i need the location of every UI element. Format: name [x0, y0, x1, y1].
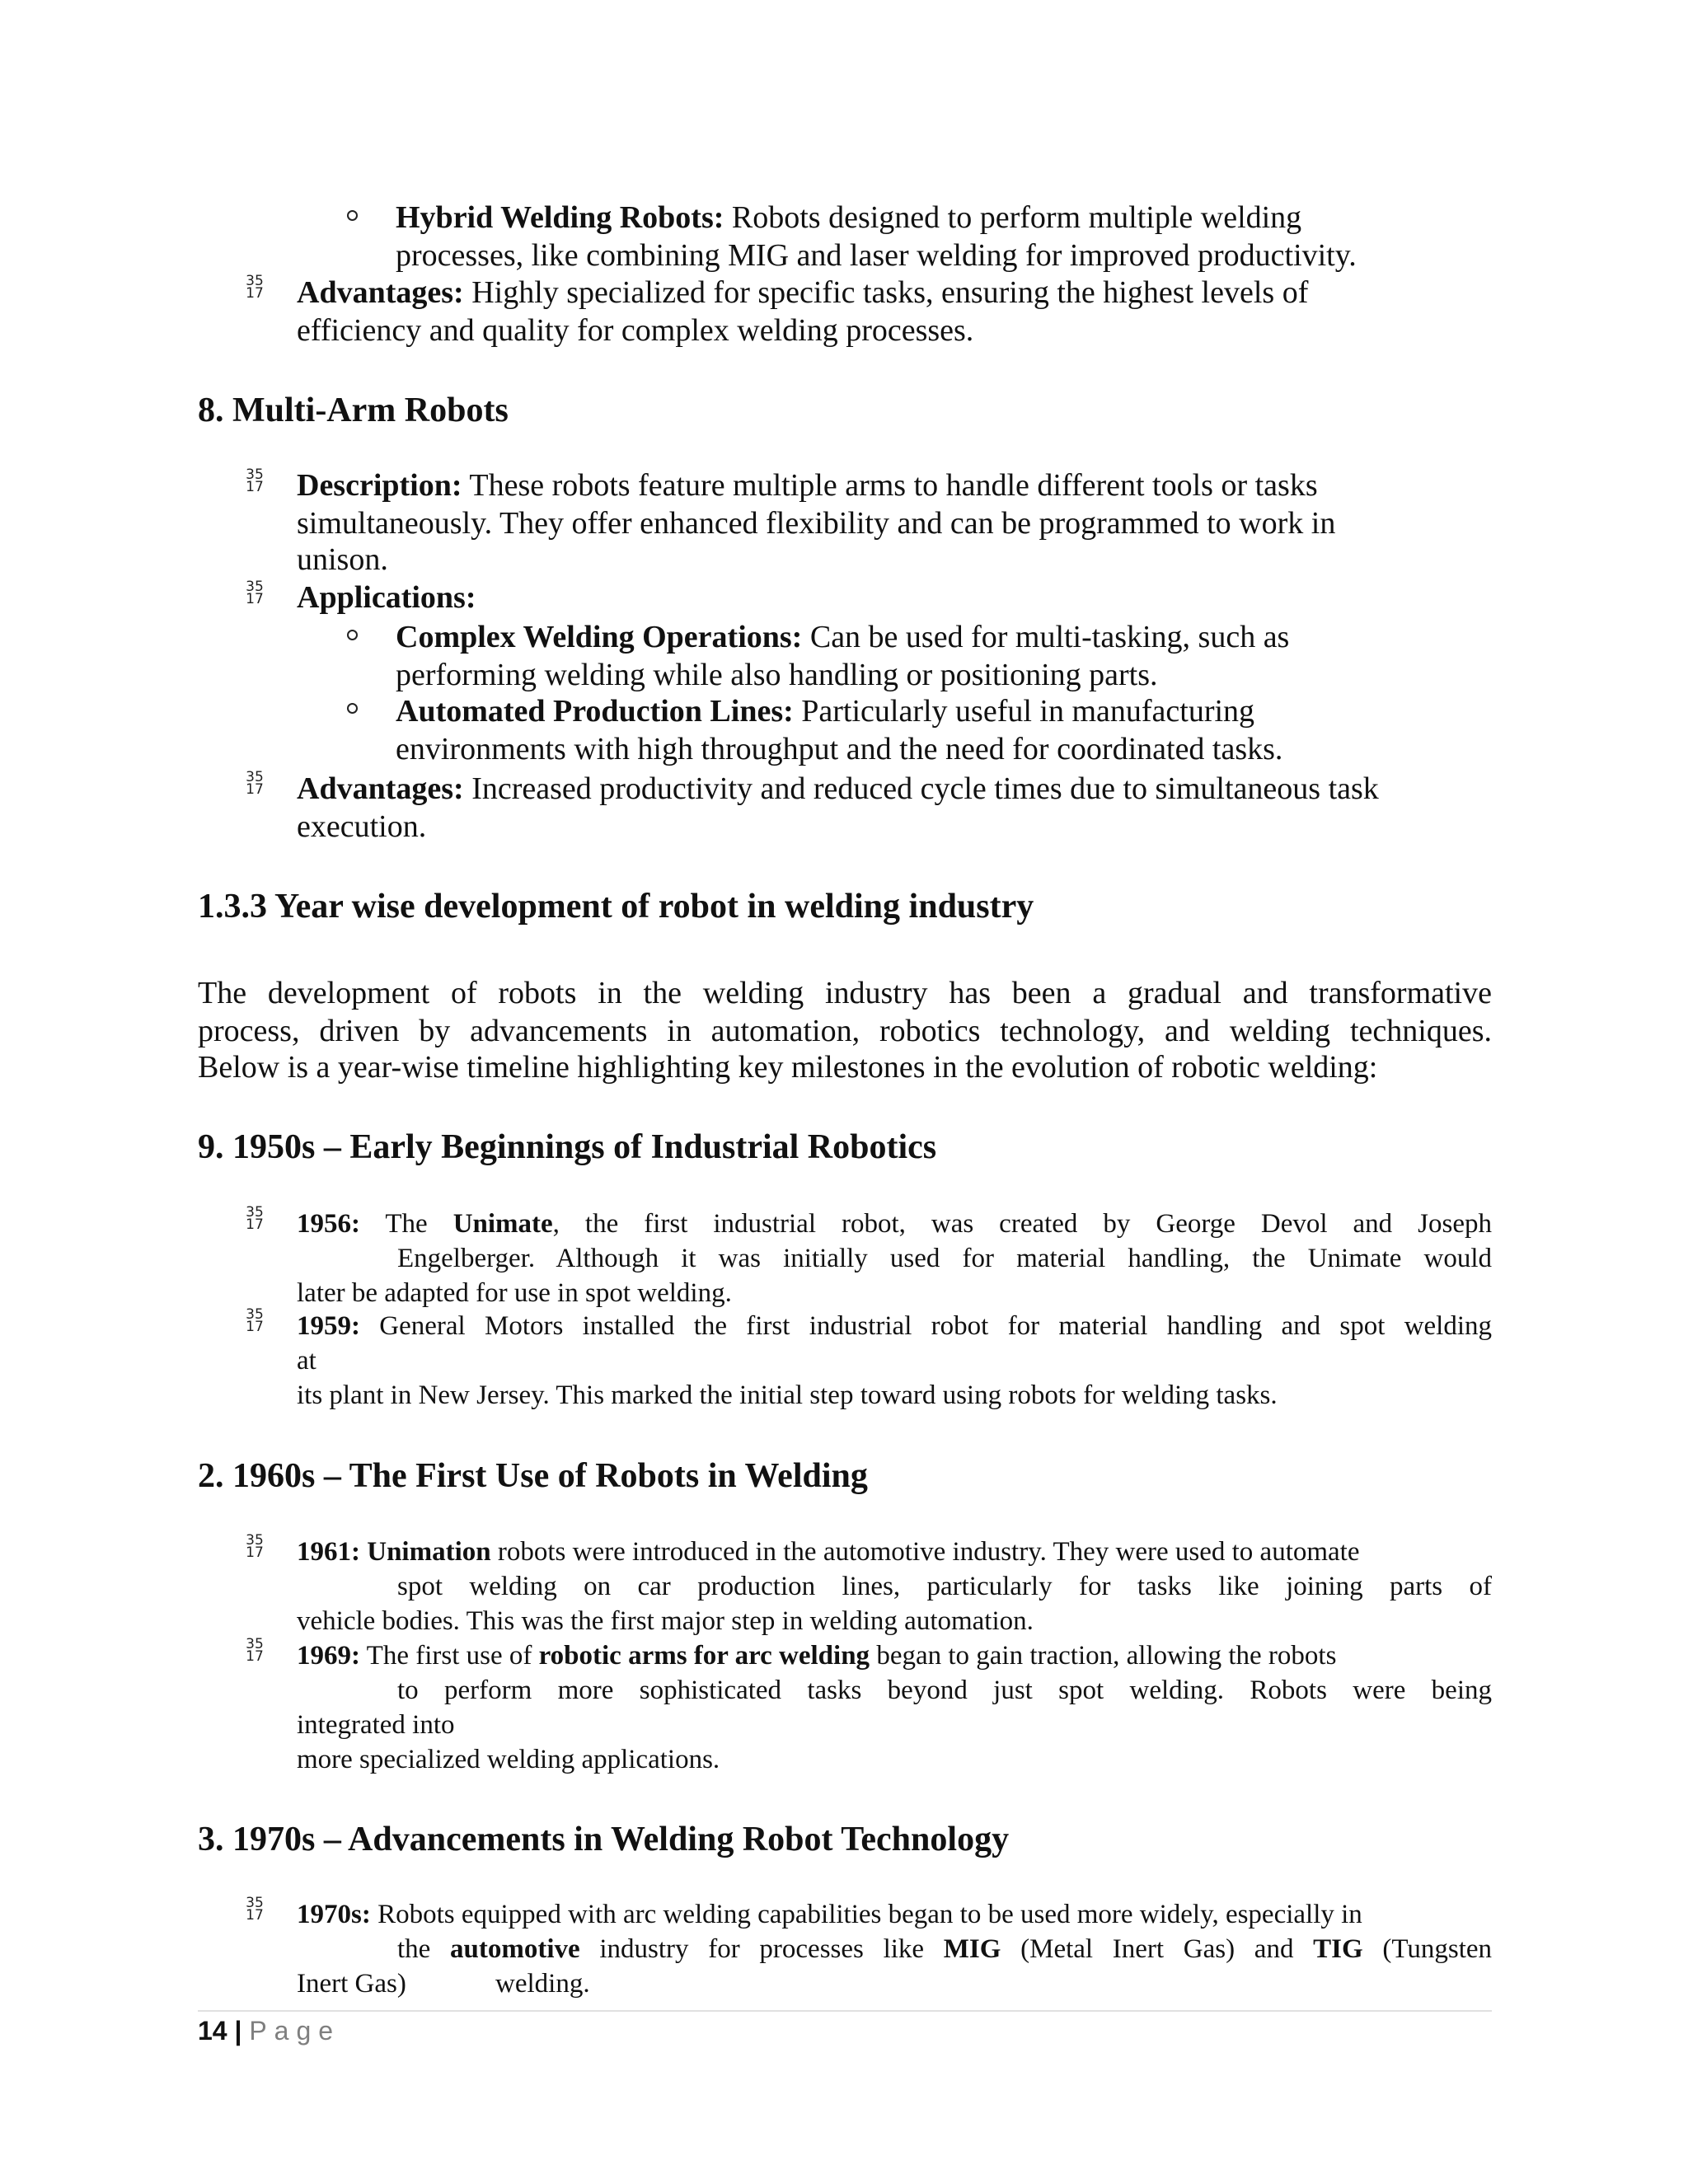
bullet-icon: 35 17: [246, 579, 264, 607]
page-number: 14: [198, 2016, 227, 2046]
y1961-line-1: 1961: Unimation robots were introduced in the automotive industry. They were used to automate: [297, 1537, 1360, 1567]
bullet-icon: 35 17: [246, 1532, 264, 1561]
y1961-line-2: spot welding on car production lines, particularly for tasks like joining parts of: [397, 1572, 1492, 1601]
bullet-icon: 35 17: [246, 1895, 264, 1924]
y1959-line-3: its plant in New Jersey. This marked the initial step toward using robots for welding tasks.: [297, 1380, 1278, 1410]
hybrid-line-2: processes, like combining MIG and laser welding for improved productivity.: [396, 238, 1357, 273]
section-3-heading: 3. 1970s – Advancements in Welding Robot Technology: [198, 1821, 1010, 1858]
advantages-7-line-2: efficiency and quality for complex welding processes.: [297, 313, 974, 348]
description-line-3: unison.: [297, 542, 388, 577]
y1970-line-3b: welding.: [495, 1969, 590, 1999]
circle-bullet-icon: [347, 630, 358, 640]
bullet-icon: 35 17: [246, 769, 264, 798]
applications-label: Applications:: [297, 580, 476, 615]
section-133-heading: 1.3.3 Year wise development of robot in welding industry: [198, 888, 1034, 926]
app-1-line-2: performing welding while also handling or positioning parts.: [396, 658, 1158, 692]
advantages-8-line-2: execution.: [297, 809, 427, 844]
y1969-line-4: more specialized welding applications.: [297, 1745, 720, 1774]
y1956-line-3: later be adapted for use in spot welding.: [297, 1278, 732, 1308]
y1969-line-3: integrated into: [297, 1710, 455, 1740]
hybrid-line-1: Hybrid Welding Robots: Robots designed to perform multiple welding: [396, 200, 1302, 235]
y1961-line-3: vehicle bodies. This was the first major step in welding automation.: [297, 1606, 1034, 1636]
intro-paragraph-line-3: Below is a year-wise timeline highlighting key milestones in the evolution of robotic welding:: [198, 1050, 1378, 1085]
bullet-icon: 35 17: [246, 1204, 264, 1233]
app-1-line-1: Complex Welding Operations: Can be used for multi-tasking, such as: [396, 620, 1290, 654]
circle-bullet-icon: [347, 210, 358, 221]
description-line-1: Description: These robots feature multiple arms to handle different tools or tasks: [297, 468, 1318, 503]
y1956-line-1: 1956: The Unimate, the first industrial robot, was created by George Devol and Joseph: [297, 1209, 1492, 1239]
y1970-line-1: 1970s: Robots equipped with arc welding capabilities began to be used more widely, especially in: [297, 1900, 1362, 1929]
y1969-line-1: 1969: The first use of robotic arms for arc welding began to gain traction, allowing the robots: [297, 1641, 1337, 1671]
y1959-line-2: at: [297, 1346, 316, 1376]
section-8-heading: 8. Multi-Arm Robots: [198, 391, 509, 429]
intro-paragraph-line-1: The development of robots in the welding industry has been a gradual and transformative: [198, 976, 1492, 1010]
page-footer: [198, 2013, 340, 2049]
bullet-icon: 35 17: [246, 1306, 264, 1335]
y1959-line-1: 1959: General Motors installed the first industrial robot for material handling and spot welding: [297, 1311, 1493, 1341]
circle-bullet-icon: [347, 703, 358, 714]
y1969-line-2: to perform more sophisticated tasks beyond just spot welding. Robots were being: [397, 1675, 1492, 1705]
advantages-8-line-1: Advantages: Increased productivity and reduced cycle times due to simultaneous task: [297, 771, 1379, 806]
bullet-icon: 35 17: [246, 1636, 264, 1665]
section-9-heading: 9. 1950s – Early Beginnings of Industrial Robotics: [198, 1128, 937, 1166]
advantages-7-line-1: Advantages: Highly specialized for specific tasks, ensuring the highest levels of: [297, 275, 1309, 310]
y1956-line-2: Engelberger. Although it was initially used for material handling, the Unimate would: [397, 1244, 1492, 1273]
intro-paragraph-line-2: process, driven by advancements in automation, robotics technology, and welding techniques.: [198, 1014, 1492, 1048]
footer-separator: |: [234, 2016, 242, 2046]
section-2-heading: 2. 1960s – The First Use of Robots in Welding: [198, 1457, 868, 1495]
y1970-line-2: the automotive industry for processes like MIG (Metal Inert Gas) and TIG (Tungsten: [397, 1934, 1493, 1964]
y1970-line-3a: Inert Gas): [297, 1969, 406, 1999]
app-2-line-2: environments with high throughput and the need for coordinated tasks.: [396, 732, 1283, 766]
page-label: Page: [249, 2016, 341, 2046]
description-line-2: simultaneously. They offer enhanced flexibility and can be programmed to work in: [297, 506, 1336, 541]
bullet-icon: 35 17: [246, 466, 264, 495]
app-2-line-1: Automated Production Lines: Particularly useful in manufacturing: [396, 694, 1255, 729]
footer-divider: [198, 2010, 1492, 2012]
bullet-icon: 35 17: [246, 273, 264, 302]
